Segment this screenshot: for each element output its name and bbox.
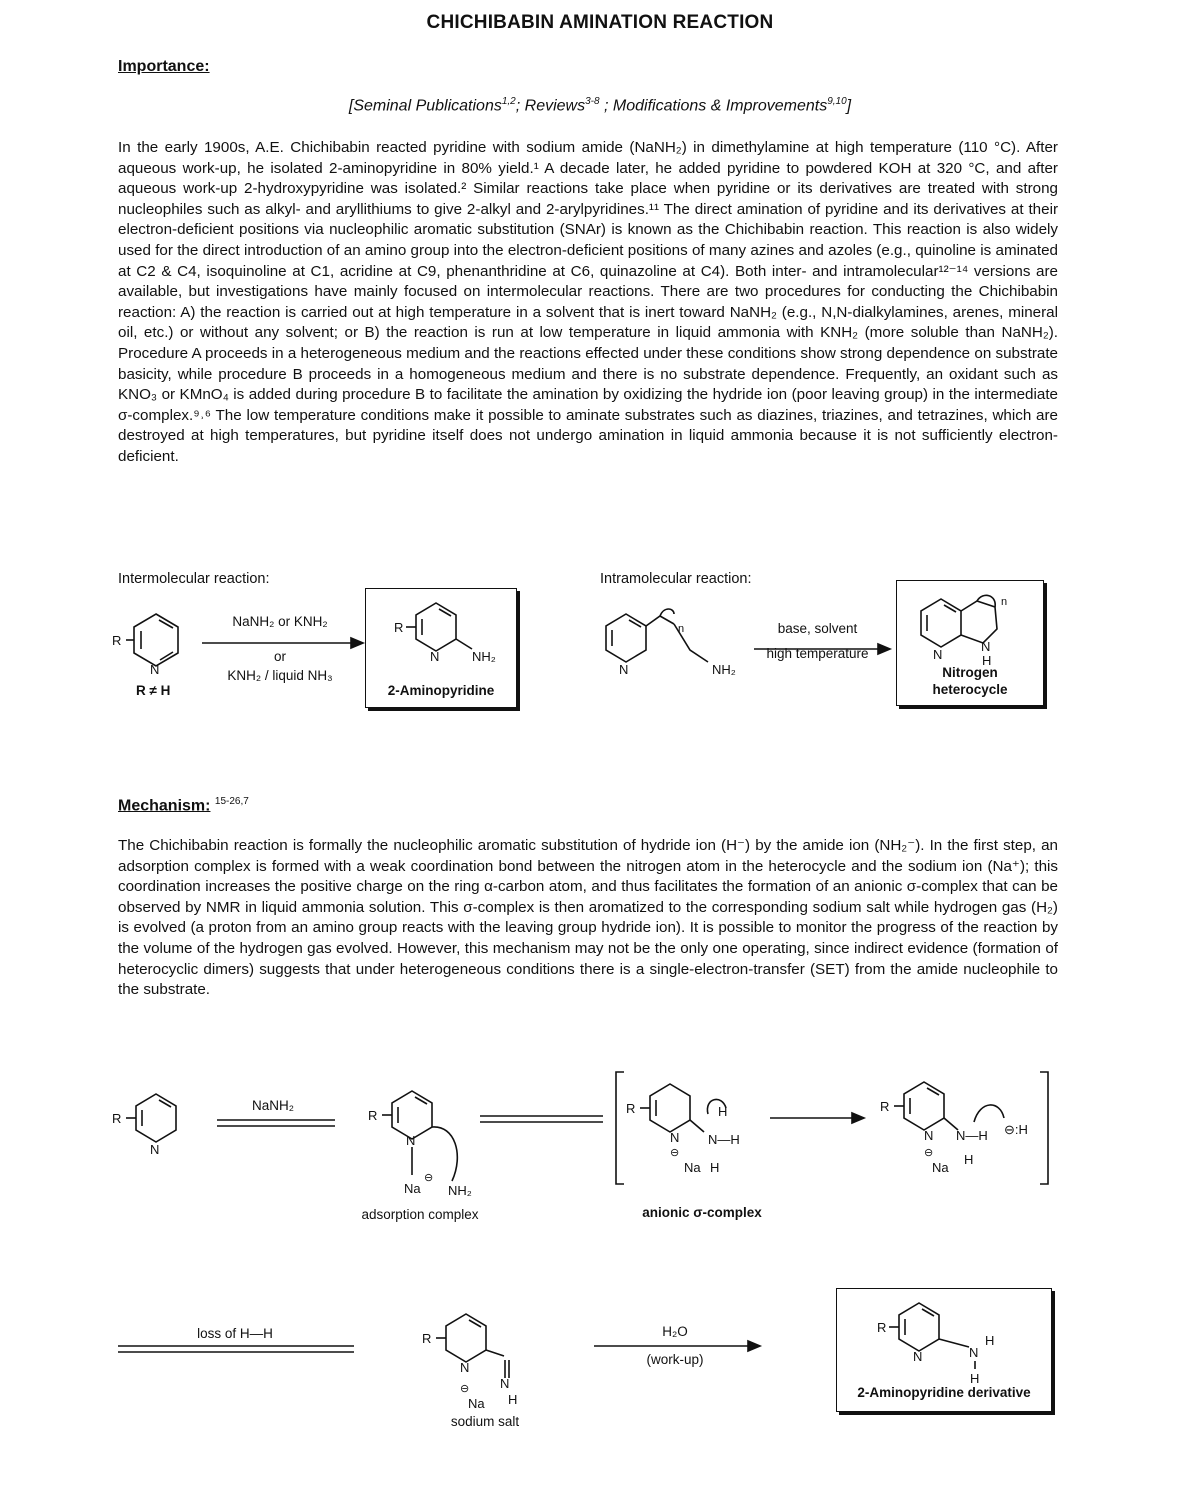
atom-na: Na — [404, 1181, 421, 1196]
cites-seminal-ref: 1,2 — [501, 96, 516, 107]
aminopyridine-structure — [380, 597, 510, 677]
loss-label: loss of H—H — [197, 1326, 273, 1341]
reaction-arrow-3 — [592, 1339, 764, 1353]
atom-nh2: NH₂ — [472, 649, 496, 664]
adsorption-label: adsorption complex — [361, 1207, 479, 1222]
sodium-salt-structure — [420, 1308, 530, 1418]
atom-n: N — [981, 639, 991, 654]
final-product-structure — [877, 1295, 1037, 1385]
atom-r: R — [394, 620, 404, 635]
importance-text: In the early 1900s, A.E. Chichibabin reacted pyridine with sodium amide (NaNH₂) in dimethylamine at high temperature (110 °C). After aqueous work-up, he isolated 2-aminopyridine in 80% yield.¹ A decade later, he added pyridine to powdered KOH at 320 °C, and after aqueous work-up 2-hydroxypyridine was isolated.² Similar reactions take place when pyridine or its derivatives are treated with strong nucleophiles such as alkyl- and aryllithiums to give 2-alkyl and 2-arylpyridines.¹¹ The direct amination of pyridine and its derivatives at their electron-deficient positions via nucleophilic aromatic substitution (SNAr) is known as the Chichibabin reaction. This reaction is also widely used for the direct introduction of an amino group into the electron-deficient positions of many azines and azoles (e.g., quinoline is aminated at C2 & C4, isoquinoline at C1, acridine at C9, phenanthridine at C6, quinazoline at C4). Both inter- and intramolecular¹²⁻¹⁴ versions are available, but investigations have mainly focused on intermolecular reactions. There are two procedures for conducting the Chichibabin reaction: A) the reaction is carried out at high temperature in a solvent that is inert toward NaNH₂ (e.g., N,N-dialkylamines, arenes, mineral oil, etc.) or without any solvent; or B) the reaction is run at low temperature in liquid ammonia with KNH₂ (more soluble than NaNH₂). Procedure A proceeds in a heterogeneous medium and the reactions effected under these conditions show strong dependence on substrate basicity, while procedure B proceeds in a homogeneous medium and there is no substrate dependence. Frequently, an oxidant such as KNO₃ or KMnO₄ is added during procedure B to facilitate the amination by oxidizing the hydride ion (poor leaving group) in the intermediate σ-complex.⁹˒⁶ The low temperature conditions make it possible to aminate substrates such as diazines, triazines, and tetrazines, which are destroyed at high temperatures, but pyridine itself does not undergo amination in liquid ammonia because it is not sufficiently electron-deficient. — [118, 139, 1058, 465]
product-label-aminopyridine: 2-Aminopyridine — [387, 683, 495, 698]
atom-n: N — [460, 1360, 470, 1375]
atom-n: N — [150, 662, 160, 677]
reaction-arrow-1 — [200, 636, 365, 650]
mechanism-heading: Mechanism: — [118, 797, 211, 815]
atom-nh: N—H — [956, 1128, 988, 1143]
atom-nh: N—H — [708, 1132, 740, 1147]
citations-line — [0, 96, 1200, 115]
atom-r: R — [112, 633, 122, 648]
atom-h: H — [508, 1392, 518, 1407]
atom-h: H — [718, 1104, 728, 1119]
atom-h: H — [970, 1371, 980, 1386]
product-label-line1: Nitrogen — [942, 665, 998, 680]
atom-na: Na — [468, 1396, 485, 1411]
hydride: ⊖:H — [1004, 1122, 1028, 1137]
atom-na: Na — [684, 1160, 701, 1175]
atom-n: N — [619, 662, 629, 677]
atom-r: R — [626, 1101, 636, 1116]
atom-nh2: NH₂ — [712, 662, 736, 677]
charge: ⊖ — [460, 1383, 470, 1395]
atom-n-index: n — [678, 623, 685, 635]
atom-n: N — [670, 1130, 680, 1145]
product-box-aminopyridine — [365, 588, 517, 708]
cites-reviews: ; Reviews — [515, 97, 586, 115]
mechanism-heading-wrap — [118, 796, 249, 815]
equilibrium-arrow-2 — [478, 1112, 608, 1126]
intramolecular-label: Intramolecular reaction: — [600, 571, 752, 587]
atom-n: N — [933, 647, 943, 662]
atom-n: N — [406, 1133, 416, 1148]
atom-nh2: NH₂ — [448, 1183, 472, 1198]
sodium-salt-label: sodium salt — [450, 1414, 520, 1429]
atom-na: Na — [932, 1160, 949, 1175]
cites-reviews-ref: 3-8 — [585, 96, 600, 107]
intermolecular-label: Intermolecular reaction: — [118, 571, 270, 587]
atom-r: R — [877, 1320, 887, 1335]
cites-close: ] — [846, 97, 852, 115]
atom-r: R — [880, 1099, 890, 1114]
intramolecular-reactant-structure — [600, 600, 760, 680]
condition-bottom: high temperature — [766, 646, 869, 661]
condition-top: base, solvent — [777, 621, 858, 636]
sigma-complex-bracket-structure — [612, 1068, 1052, 1196]
atom-r: R — [112, 1111, 122, 1126]
pyridine-reactant-structure — [110, 610, 200, 690]
water-reagent: H₂O — [662, 1324, 688, 1339]
cites-seminal: Seminal Publications — [353, 97, 502, 115]
atom-n: N — [430, 649, 440, 664]
workup-label: (work-up) — [646, 1352, 704, 1367]
importance-paragraph — [118, 138, 1058, 468]
atom-h: H — [710, 1160, 720, 1175]
cites-mods-ref: 9,10 — [827, 96, 847, 107]
atom-n: N — [913, 1349, 923, 1364]
mechanism-ref: 15-26,7 — [214, 796, 249, 807]
atom-n: N — [924, 1128, 934, 1143]
atom-n: N — [150, 1142, 160, 1157]
product-box-final — [836, 1288, 1052, 1412]
product-label-line2: heterocycle — [932, 682, 1008, 697]
atom-r: R — [422, 1331, 432, 1346]
reagent-bottom: KNH₂ / liquid NH₃ — [227, 668, 333, 683]
reagent-or: or — [273, 649, 286, 664]
mechanism-paragraph — [118, 836, 1058, 1001]
product-box-nitrogen-heterocycle — [896, 580, 1044, 706]
nitrogen-heterocycle-structure — [907, 587, 1037, 667]
mechanism-text: The Chichibabin reaction is formally the nucleophilic aromatic substitution of hydride ion (H⁻) by the amide ion (NH₂⁻). In the first step, an adsorption complex is formed with a weak coordination bond between the nitrogen atom in the heterocycle and the sodium ion (Na⁺); this coordination increases the positive charge on the ring α-carbon atom, and thus facilitates the formation of an anionic σ-complex that can be observed by NMR in liquid ammonia solution. This σ-complex is then aromatized to the corresponding sodium salt while hydrogen gas (H₂) is evolved (a proton from an amino group reacts with the leaving group hydride ion). It is possible to monitor the progress of the reaction by the volume of the hydrogen gas evolved. However, this mechanism may not be the only one operating, since indirect evidence (formation of heterocyclic dimers) suggests that under heterogeneous conditions there is a single-electron-transfer (SET) from the amide nucleophile to the substrate. — [118, 837, 1058, 999]
final-product-label: 2-Aminopyridine derivative — [857, 1385, 1031, 1400]
reagent-top: NaNH₂ or KNH₂ — [232, 614, 328, 629]
atom-h: H — [982, 653, 992, 668]
charge: ⊖ — [924, 1147, 934, 1159]
importance-heading: Importance: — [118, 58, 210, 75]
atom-n: N — [969, 1345, 979, 1360]
cites-mods: ; Modifications & Improvements — [599, 97, 828, 115]
atom-h: H — [964, 1152, 974, 1167]
charge: ⊖ — [424, 1172, 434, 1184]
atom-h: H — [985, 1333, 995, 1348]
adsorption-complex-structure — [360, 1085, 490, 1205]
mech-pyridine-structure — [110, 1090, 200, 1170]
atom-n: N — [500, 1376, 510, 1391]
anionic-label: anionic σ-complex — [642, 1205, 762, 1220]
atom-r: R — [368, 1108, 378, 1123]
equilibrium-arrow-1 — [215, 1116, 340, 1130]
mech-reagent: NaNH₂ — [252, 1098, 294, 1113]
page-title: CHICHIBABIN AMINATION REACTION — [426, 12, 774, 33]
equilibrium-arrow-3 — [116, 1342, 358, 1356]
atom-n-index: n — [1001, 596, 1008, 608]
cites-open: [ — [348, 97, 354, 115]
r-not-h-label: R ≠ H — [136, 683, 171, 698]
charge: ⊖ — [670, 1147, 680, 1159]
